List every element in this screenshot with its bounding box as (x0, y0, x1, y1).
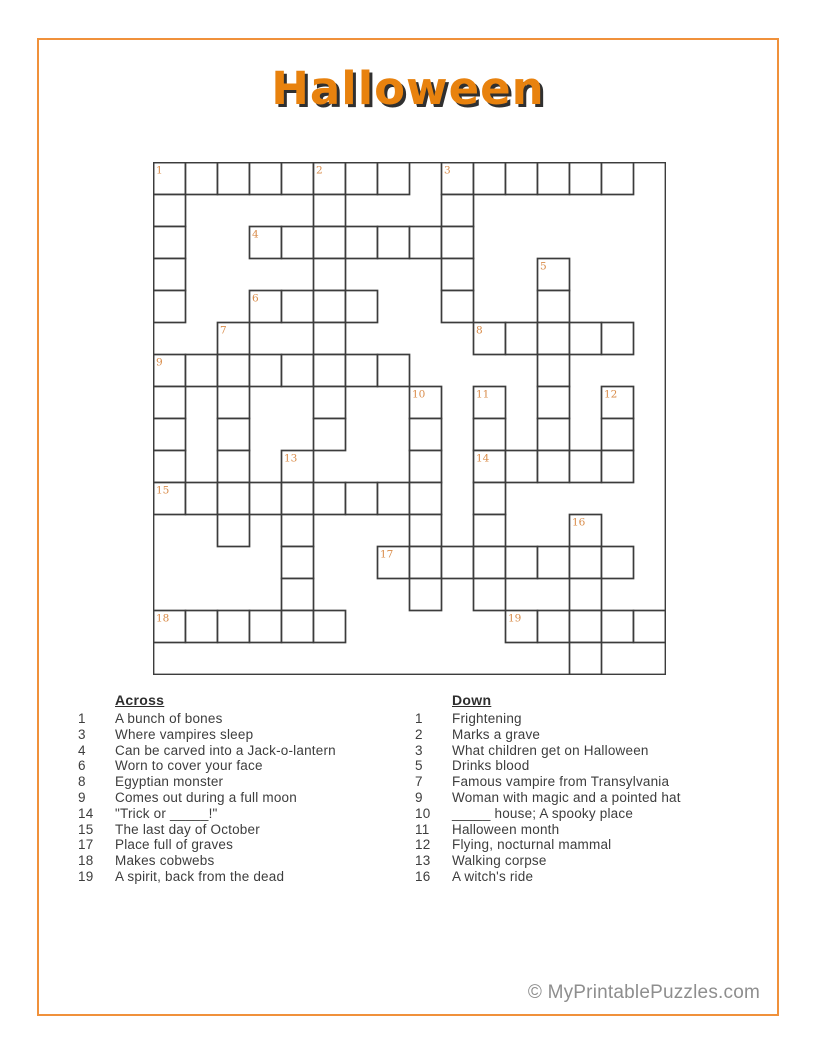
grid-cell[interactable] (410, 451, 442, 483)
grid-cell[interactable] (506, 451, 538, 483)
clue-text: Where vampires sleep (115, 726, 254, 742)
grid-cell[interactable] (474, 419, 506, 451)
grid-cell[interactable] (538, 611, 570, 643)
grid-cell[interactable] (442, 227, 474, 259)
grid-cell[interactable] (410, 579, 442, 611)
clue-number: 6 (78, 758, 86, 774)
across-clue-list (78, 711, 413, 885)
clue-number: 1 (78, 711, 86, 726)
grid-cell[interactable] (218, 451, 250, 483)
clue-item (415, 869, 760, 885)
grid-cell[interactable] (250, 355, 282, 387)
grid-cell[interactable] (282, 515, 314, 547)
grid-cell[interactable] (474, 163, 506, 195)
clue-item (78, 869, 413, 885)
cell-number: 9 (156, 356, 163, 369)
clue-text: Egyptian monster (115, 774, 224, 790)
clue-text: A bunch of bones (115, 711, 223, 726)
grid-cell[interactable] (506, 163, 538, 195)
grid-cell[interactable] (186, 483, 218, 515)
grid-cell[interactable] (634, 611, 666, 643)
clue-item (78, 743, 413, 759)
grid-cell[interactable] (442, 195, 474, 227)
grid-cell[interactable] (538, 419, 570, 451)
clue-item (415, 758, 760, 774)
clue-text: "Trick or _____!" (115, 805, 218, 821)
clue-number: 8 (78, 774, 86, 790)
across-header: Across (115, 692, 165, 708)
grid-cell[interactable] (186, 355, 218, 387)
grid-cell[interactable] (538, 323, 570, 355)
grid-cell[interactable] (410, 419, 442, 451)
grid-cell[interactable] (570, 451, 602, 483)
grid-cell[interactable] (346, 291, 378, 323)
clue-item (78, 837, 413, 853)
cell-number: 5 (540, 260, 547, 273)
grid-cell[interactable] (218, 515, 250, 547)
cell-number: 7 (220, 324, 227, 337)
clue-text: Comes out during a full moon (115, 789, 297, 805)
grid-cell[interactable] (218, 387, 250, 419)
grid-cell[interactable] (314, 419, 346, 451)
grid-cell[interactable] (186, 611, 218, 643)
grid-cell[interactable] (282, 163, 314, 195)
grid-cell[interactable] (186, 163, 218, 195)
clue-number: 12 (415, 837, 431, 853)
grid-cell[interactable] (602, 611, 634, 643)
grid-cell[interactable] (282, 547, 314, 579)
grid-cell[interactable] (538, 355, 570, 387)
grid-cell[interactable] (282, 483, 314, 515)
down-clue-list (415, 711, 760, 885)
clue-number: 3 (78, 726, 86, 742)
clue-item (415, 727, 760, 743)
grid-cell[interactable] (538, 451, 570, 483)
cell-number: 16 (572, 516, 586, 529)
grid-cell[interactable] (314, 483, 346, 515)
grid-cell[interactable] (442, 547, 474, 579)
grid-cell[interactable] (314, 227, 346, 259)
grid-cell[interactable] (570, 163, 602, 195)
clue-text: Can be carved into a Jack-o-lantern (115, 742, 336, 758)
cell-number: 6 (252, 292, 259, 305)
clue-number: 9 (415, 789, 423, 805)
clue-number: 14 (78, 805, 94, 821)
clue-item (415, 743, 760, 759)
grid-cell[interactable] (538, 291, 570, 323)
clue-item (415, 853, 760, 869)
clue-number: 2 (415, 726, 423, 742)
grid-cell[interactable] (570, 547, 602, 579)
clue-number: 7 (415, 774, 423, 790)
cell-number: 19 (508, 612, 522, 625)
clue-text: Famous vampire from Transylvania (452, 774, 670, 790)
grid-cell[interactable] (602, 419, 634, 451)
cell-number: 11 (476, 388, 490, 401)
cell-number: 14 (476, 452, 490, 465)
clue-number: 4 (78, 742, 86, 758)
clue-item (415, 774, 760, 790)
clue-text: Flying, nocturnal mammal (452, 837, 612, 853)
clue-number: 15 (78, 821, 94, 837)
cell-number: 3 (444, 164, 451, 177)
down-clues-section (415, 692, 760, 885)
clue-item (78, 790, 413, 806)
grid-cell[interactable] (474, 579, 506, 611)
grid-cell[interactable] (474, 547, 506, 579)
clue-text: Walking corpse (452, 853, 547, 869)
clue-number: 19 (78, 868, 94, 884)
cell-number: 18 (156, 612, 170, 625)
grid-cell[interactable] (602, 323, 634, 355)
across-clues-section (78, 692, 413, 885)
grid-cell[interactable] (314, 259, 346, 291)
clue-number: 9 (78, 789, 86, 805)
clue-item (415, 790, 760, 806)
grid-cell[interactable] (250, 483, 282, 515)
clue-item (415, 711, 760, 727)
clue-item (78, 758, 413, 774)
grid-cell[interactable] (314, 387, 346, 419)
cell-number: 10 (412, 388, 426, 401)
grid-cell[interactable] (154, 259, 186, 291)
clue-text: _____ house; A spooky place (452, 805, 634, 821)
grid-cell[interactable] (218, 355, 250, 387)
clue-item (78, 853, 413, 869)
grid-cell[interactable] (346, 355, 378, 387)
grid-cell[interactable] (474, 515, 506, 547)
grid-cell[interactable] (602, 547, 634, 579)
grid-cell[interactable] (410, 515, 442, 547)
grid-cell[interactable] (602, 163, 634, 195)
grid-cell[interactable] (474, 483, 506, 515)
grid-cell[interactable] (602, 451, 634, 483)
clue-number: 10 (415, 805, 431, 821)
clue-item (78, 806, 413, 822)
grid-cell[interactable] (218, 419, 250, 451)
clue-item (78, 822, 413, 838)
clue-number: 5 (415, 758, 423, 774)
grid-cell[interactable] (570, 579, 602, 611)
grid-cell[interactable] (538, 547, 570, 579)
clue-text: A spirit, back from the dead (115, 868, 285, 884)
clue-text: Halloween month (452, 821, 560, 837)
grid-cell[interactable] (314, 291, 346, 323)
grid-cell[interactable] (410, 227, 442, 259)
grid-cell[interactable] (282, 579, 314, 611)
clue-number: 18 (78, 853, 94, 869)
grid-cell[interactable] (346, 227, 378, 259)
grid-cell[interactable] (314, 195, 346, 227)
cell-number: 4 (252, 228, 259, 241)
grid-cell[interactable] (506, 323, 538, 355)
clue-number: 1 (415, 711, 423, 726)
clue-text: Place full of graves (115, 837, 234, 853)
cell-number: 8 (476, 324, 483, 337)
clue-number: 13 (415, 853, 431, 869)
grid-cell[interactable] (538, 163, 570, 195)
clue-number: 3 (415, 742, 423, 758)
crossword-grid (153, 162, 666, 675)
clue-text: Frightening (452, 711, 522, 726)
clue-text: Marks a grave (452, 726, 541, 742)
grid-cell[interactable] (314, 323, 346, 355)
clue-number: 11 (415, 821, 430, 837)
grid-cell[interactable] (570, 323, 602, 355)
grid-cell[interactable] (378, 483, 410, 515)
grid-cell[interactable] (410, 547, 442, 579)
grid-cell[interactable] (218, 163, 250, 195)
grid-cell[interactable] (154, 451, 186, 483)
cell-number: 12 (604, 388, 618, 401)
copyright-footer: © MyPrintablePuzzles.com (527, 982, 760, 1003)
grid-cell[interactable] (378, 163, 410, 195)
grid-cell[interactable] (154, 227, 186, 259)
cell-number: 13 (284, 452, 298, 465)
grid-cell[interactable] (506, 547, 538, 579)
grid-cell[interactable] (282, 291, 314, 323)
cell-number: 1 (156, 164, 163, 177)
clue-item (415, 822, 760, 838)
grid-cell[interactable] (346, 163, 378, 195)
puzzle-title: Halloween (271, 62, 545, 115)
grid-cell[interactable] (442, 259, 474, 291)
grid-cell[interactable] (250, 163, 282, 195)
grid-cell[interactable] (410, 483, 442, 515)
clue-text: Worn to cover your face (115, 758, 263, 774)
clue-item (415, 806, 760, 822)
clue-text: A witch's ride (452, 868, 534, 884)
grid-cell[interactable] (378, 355, 410, 387)
grid-cell[interactable] (282, 611, 314, 643)
cell-number: 17 (380, 548, 394, 561)
grid-cell[interactable] (218, 611, 250, 643)
clue-number: 17 (78, 837, 94, 853)
cell-number: 2 (316, 164, 323, 177)
clue-text: Drinks blood (452, 758, 530, 774)
grid-cell[interactable] (154, 387, 186, 419)
grid-cell[interactable] (282, 227, 314, 259)
grid-cell[interactable] (314, 355, 346, 387)
grid-cell[interactable] (218, 483, 250, 515)
grid-cell[interactable] (570, 611, 602, 643)
clue-text: Makes cobwebs (115, 853, 215, 869)
grid-cell[interactable] (378, 227, 410, 259)
grid-cell[interactable] (154, 419, 186, 451)
clue-item (78, 727, 413, 743)
clue-text: Woman with magic and a pointed hat (452, 789, 681, 805)
cell-number: 15 (156, 484, 170, 497)
clue-item (78, 774, 413, 790)
grid-cell[interactable] (346, 483, 378, 515)
clue-number: 16 (415, 868, 431, 884)
grid-cell[interactable] (250, 611, 282, 643)
clue-text: The last day of October (115, 821, 260, 837)
clue-item (78, 711, 413, 727)
grid-cell[interactable] (442, 291, 474, 323)
clue-text: What children get on Halloween (452, 742, 649, 758)
down-header: Down (452, 692, 492, 708)
clue-item (415, 837, 760, 853)
grid-cell[interactable] (282, 355, 314, 387)
grid-cell[interactable] (314, 611, 346, 643)
grid-cell[interactable] (154, 195, 186, 227)
grid-cell[interactable] (570, 643, 602, 675)
grid-cell[interactable] (538, 387, 570, 419)
grid-cell[interactable] (154, 291, 186, 323)
